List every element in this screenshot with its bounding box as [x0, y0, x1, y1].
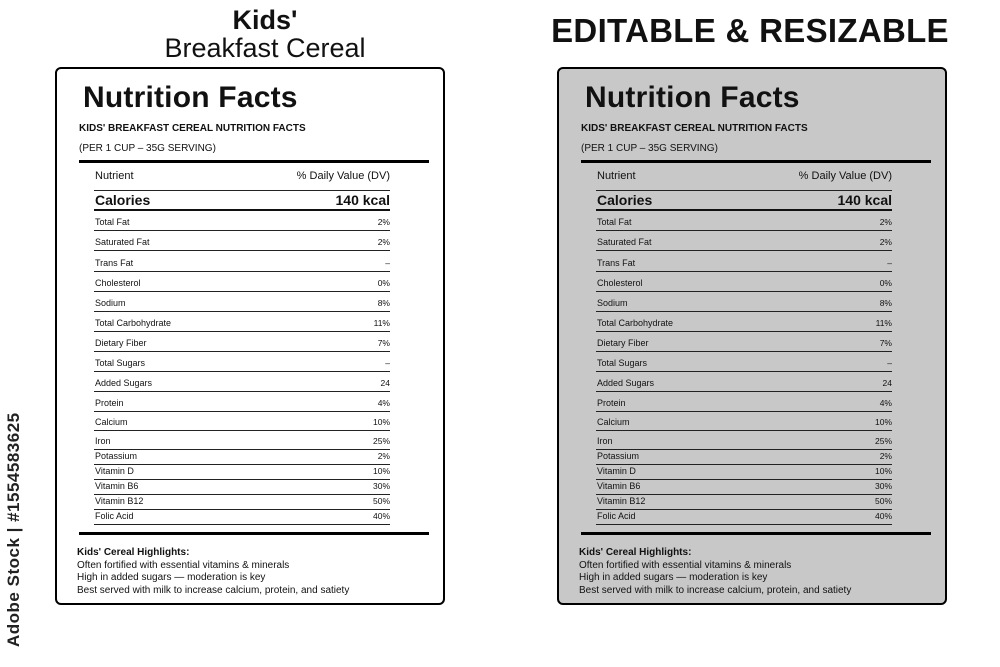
- table-row: [596, 372, 892, 392]
- nutrient-name: Vitamin B12: [597, 496, 646, 506]
- calories-row: [596, 191, 892, 211]
- table-row: [596, 211, 892, 231]
- table-row: [94, 372, 390, 392]
- nutrient-name: Trans Fat: [95, 258, 134, 268]
- nutrient-name: Vitamin B6: [95, 481, 139, 491]
- table-header: [94, 165, 390, 191]
- table-row: [94, 431, 390, 450]
- nutrient-dv: 2%: [377, 217, 390, 227]
- nutrient-name: Added Sugars: [95, 378, 153, 388]
- nutrient-dv: 8%: [377, 298, 390, 308]
- editable-heading: EDITABLE & RESIZABLE: [551, 12, 949, 49]
- nutrient-rows: [94, 211, 390, 525]
- nutrient-name: Protein: [597, 398, 626, 408]
- nutrient-dv: 2%: [377, 237, 390, 247]
- table-row: [94, 231, 390, 251]
- nutrient-name: Potassium: [95, 451, 138, 461]
- nutrient-name: Protein: [95, 398, 124, 408]
- nutrient-name: Potassium: [597, 451, 640, 461]
- highlights-block: [77, 547, 349, 597]
- highlight-item: High in added sugars — moderation is key: [579, 572, 768, 583]
- table-row: [94, 480, 390, 495]
- table-row: [596, 312, 892, 332]
- nutrient-dv: 25%: [874, 436, 892, 446]
- highlights-block: [579, 547, 851, 597]
- table-row: [596, 495, 892, 510]
- product-heading: [100, 6, 430, 63]
- nutrient-dv: 2%: [879, 237, 892, 247]
- nutrient-dv: –: [385, 358, 390, 368]
- table-row: [596, 450, 892, 465]
- product-heading-line1: Kids': [232, 5, 298, 35]
- nutrient-name: Cholesterol: [95, 278, 141, 288]
- nutrient-dv: 50%: [372, 496, 390, 506]
- nutrient-name: Vitamin D: [597, 466, 636, 476]
- table-row: [94, 495, 390, 510]
- nutrient-dv: 10%: [372, 417, 390, 427]
- nutrient-dv: 7%: [377, 338, 390, 348]
- table-header: [596, 165, 892, 191]
- nutrient-name: Vitamin D: [95, 466, 134, 476]
- highlight-item: High in added sugars — moderation is key: [77, 572, 266, 583]
- table-row: [596, 231, 892, 251]
- table-row: [94, 450, 390, 465]
- calories-row: [94, 191, 390, 211]
- nutrient-name: Saturated Fat: [597, 237, 652, 247]
- col-dv-header: % Daily Value (DV): [296, 170, 390, 182]
- calories-value: 140 kcal: [335, 192, 390, 208]
- nutrient-dv: –: [887, 358, 892, 368]
- nutrient-name: Total Carbohydrate: [597, 318, 674, 328]
- table-row: [94, 211, 390, 231]
- divider-top: [79, 160, 429, 163]
- table-row: [94, 412, 390, 431]
- serving-size: (PER 1 CUP – 35G SERVING): [581, 143, 718, 154]
- nutrient-dv: 24: [380, 378, 390, 388]
- nutrient-name: Calcium: [95, 417, 128, 427]
- highlights-title: Kids' Cereal Highlights:: [77, 547, 190, 558]
- table-row: [94, 272, 390, 292]
- nutrient-rows: [596, 211, 892, 525]
- nutrient-table: [94, 165, 390, 525]
- nutrient-dv: 8%: [879, 298, 892, 308]
- calories-value: 140 kcal: [837, 192, 892, 208]
- nutrient-dv: 7%: [879, 338, 892, 348]
- nutrient-name: Folic Acid: [597, 511, 636, 521]
- nutrient-dv: 24: [882, 378, 892, 388]
- highlight-item: Best served with milk to increase calcium, protein, and satiety: [579, 584, 852, 596]
- nutrient-name: Cholesterol: [597, 278, 643, 288]
- calories-label: Calories: [597, 192, 653, 208]
- nutrient-name: Folic Acid: [95, 511, 134, 521]
- nutrient-name: Total Carbohydrate: [95, 318, 172, 328]
- nutrient-dv: 10%: [372, 466, 390, 476]
- divider-bottom: [581, 532, 931, 535]
- table-row: [94, 312, 390, 332]
- nutrient-dv: 11%: [875, 318, 892, 328]
- highlight-item: Often fortified with essential vitamins & minerals: [579, 559, 792, 571]
- nutrient-name: Trans Fat: [597, 258, 636, 268]
- nutrient-name: Total Sugars: [597, 358, 648, 368]
- table-row: [596, 251, 892, 272]
- nutrition-facts-title: Nutrition Facts: [83, 81, 298, 114]
- nutrition-label-white: [55, 67, 445, 605]
- table-row: [596, 510, 892, 525]
- nutrient-dv: 40%: [874, 511, 892, 521]
- nutrient-dv: 50%: [874, 496, 892, 506]
- table-row: [94, 510, 390, 525]
- nutrient-dv: 2%: [879, 217, 892, 227]
- label-subtitle: KIDS' BREAKFAST CEREAL NUTRITION FACTS: [581, 123, 808, 134]
- nutrient-name: Iron: [95, 436, 111, 446]
- table-row: [596, 332, 892, 352]
- highlights-list: [579, 560, 851, 598]
- nutrient-dv: 10%: [874, 466, 892, 476]
- table-row: [94, 465, 390, 480]
- table-row: [94, 352, 390, 372]
- nutrient-table: [596, 165, 892, 525]
- nutrient-name: Iron: [597, 436, 613, 446]
- table-row: [596, 412, 892, 431]
- table-row: [94, 332, 390, 352]
- nutrient-dv: 0%: [879, 278, 892, 288]
- nutrient-name: Added Sugars: [597, 378, 655, 388]
- nutrient-dv: –: [887, 258, 892, 268]
- nutrient-name: Calcium: [597, 417, 630, 427]
- table-row: [596, 465, 892, 480]
- nutrient-dv: 0%: [377, 278, 390, 288]
- nutrient-name: Total Fat: [95, 217, 130, 227]
- nutrient-dv: 2%: [879, 451, 892, 461]
- nutrient-dv: 25%: [372, 436, 390, 446]
- col-nutrient-header: Nutrient: [597, 170, 636, 182]
- nutrient-name: Saturated Fat: [95, 237, 150, 247]
- calories-label: Calories: [95, 192, 151, 208]
- col-dv-header: % Daily Value (DV): [798, 170, 892, 182]
- nutrient-name: Total Fat: [597, 217, 632, 227]
- nutrition-label-gray: [557, 67, 947, 605]
- divider-bottom: [79, 532, 429, 535]
- serving-size: (PER 1 CUP – 35G SERVING): [79, 143, 216, 154]
- nutrient-dv: 40%: [372, 511, 390, 521]
- table-row: [596, 431, 892, 450]
- nutrient-name: Sodium: [597, 298, 628, 308]
- stock-credit: [0, 0, 40, 667]
- table-row: [596, 272, 892, 292]
- nutrient-dv: 10%: [874, 417, 892, 427]
- table-row: [596, 292, 892, 312]
- highlight-item: Best served with milk to increase calcium, protein, and satiety: [77, 584, 350, 596]
- nutrient-name: Vitamin B6: [597, 481, 641, 491]
- nutrient-dv: 4%: [377, 398, 390, 408]
- nutrient-name: Sodium: [95, 298, 126, 308]
- table-row: [596, 480, 892, 495]
- nutrient-dv: –: [385, 258, 390, 268]
- highlight-item: Often fortified with essential vitamins & minerals: [77, 559, 290, 571]
- stock-credit-text: Adobe Stock | #1554583625: [4, 412, 23, 647]
- table-row: [596, 352, 892, 372]
- nutrient-name: Vitamin B12: [95, 496, 144, 506]
- nutrient-name: Total Sugars: [95, 358, 146, 368]
- table-row: [94, 251, 390, 272]
- highlights-list: [77, 560, 349, 598]
- label-subtitle: KIDS' BREAKFAST CEREAL NUTRITION FACTS: [79, 123, 306, 134]
- table-row: [596, 392, 892, 412]
- nutrition-facts-title: Nutrition Facts: [585, 81, 800, 114]
- nutrient-dv: 30%: [372, 481, 390, 491]
- highlights-title: Kids' Cereal Highlights:: [579, 547, 692, 558]
- nutrient-dv: 4%: [879, 398, 892, 408]
- nutrient-dv: 30%: [874, 481, 892, 491]
- nutrient-dv: 11%: [373, 318, 390, 328]
- col-nutrient-header: Nutrient: [95, 170, 134, 182]
- nutrient-dv: 2%: [377, 451, 390, 461]
- nutrient-name: Dietary Fiber: [597, 338, 649, 348]
- table-row: [94, 292, 390, 312]
- product-heading-line2: Breakfast Cereal: [164, 33, 366, 64]
- divider-top: [581, 160, 931, 163]
- table-row: [94, 392, 390, 412]
- nutrient-name: Dietary Fiber: [95, 338, 147, 348]
